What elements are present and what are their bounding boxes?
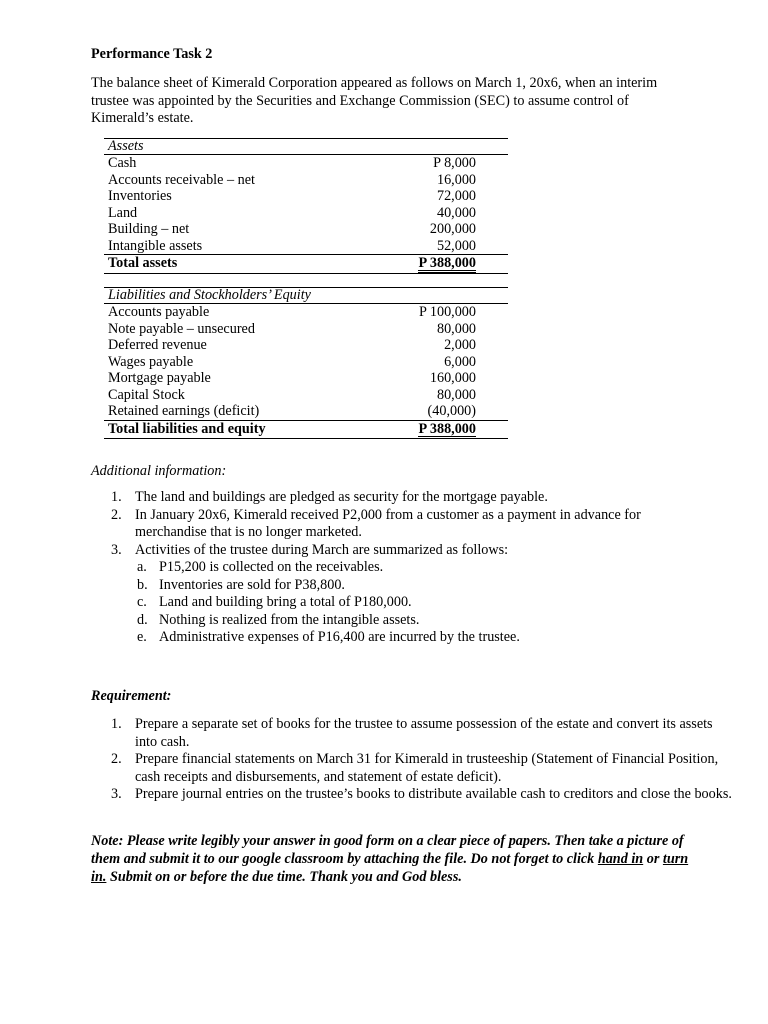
item-number: 1.: [111, 489, 122, 505]
additional-info-heading: Additional information:: [91, 463, 227, 479]
table-row: [104, 205, 508, 222]
row-label: Retained earnings (deficit): [108, 403, 260, 419]
row-amount: 16,000: [436, 171, 476, 188]
item-text: Nothing is realized from the intangible assets.: [159, 611, 420, 628]
item-letter: a.: [137, 559, 147, 575]
row-label: Deferred revenue: [108, 337, 207, 353]
table-row: [104, 238, 508, 256]
page-title: Performance Task 2: [91, 46, 213, 62]
note-text: or: [643, 851, 663, 867]
row-label: Accounts payable: [108, 304, 210, 320]
list-item: [111, 489, 695, 507]
row-amount: 200,000: [429, 221, 476, 237]
list-item: [111, 716, 735, 751]
item-text: Prepare financial statements on March 31 for Kimerald in trusteeship (Statement of Financial Position, cash receipts and disbursements, and statement of estate deficit).: [135, 751, 719, 785]
additional-info-list: [91, 489, 695, 647]
table-row: [104, 321, 508, 338]
row-label: Capital Stock: [108, 386, 185, 403]
row-label: Accounts receivable – net: [108, 171, 255, 188]
item-letter: c.: [137, 594, 147, 610]
row-amount: (40,000): [427, 403, 476, 419]
note-text: Note: Please write legibly your answer in good form on a clear piece of papers. Then take a picture of them and submit it to our google classroom by attaching the file. Do not forget to click: [91, 833, 684, 867]
item-number: 3.: [111, 786, 122, 802]
table-row: [104, 155, 508, 172]
list-item: [137, 629, 695, 647]
item-text: The land and buildings are pledged as security for the mortgage payable.: [135, 489, 548, 505]
row-amount: 80,000: [436, 386, 476, 403]
row-label: Intangible assets: [108, 237, 203, 254]
list-item: [111, 541, 695, 647]
item-letter: e.: [137, 629, 147, 645]
intro-paragraph: The balance sheet of Kimerald Corporation appeared as follows on March 1, 20x6, when an interim trustee was appointed by the Securities and Exchange Commission (SEC) to assume control of Kimerald’s estate.: [91, 75, 658, 126]
liabilities-total-row: [104, 421, 508, 438]
submission-note: [91, 832, 691, 886]
requirement-heading: Requirement:: [91, 688, 172, 704]
note-text: Submit on or before the due time. Thank you and God bless.: [106, 869, 462, 885]
hand-in-text: hand in: [597, 851, 644, 867]
row-amount: 72,000: [436, 188, 476, 204]
assets-table: [104, 138, 508, 274]
row-label: Note payable – unsecured: [108, 320, 255, 337]
item-text: In January 20x6, Kimerald received P2,000 from a customer as a payment in advance for merchandise that is no longer marketed.: [135, 506, 641, 540]
row-amount: 6,000: [444, 353, 476, 370]
row-label: Cash: [108, 155, 137, 171]
row-label: Building – net: [108, 221, 190, 237]
row-amount: 80,000: [436, 320, 476, 337]
row-label: Inventories: [108, 188, 172, 204]
list-item: [111, 786, 735, 804]
requirement-list: [91, 716, 735, 804]
table-row: [104, 221, 508, 238]
list-item: [137, 559, 695, 577]
item-text: Activities of the trustee during March are summarized as follows:: [135, 541, 509, 558]
liabilities-heading: Liabilities and Stockholders’ Equity: [104, 288, 508, 304]
table-row: [104, 172, 508, 189]
list-item: [111, 751, 735, 786]
row-amount: 2,000: [444, 337, 476, 353]
table-row: [104, 188, 508, 205]
assets-heading: Assets: [104, 139, 508, 155]
list-item: [137, 611, 695, 630]
item-letter: b.: [137, 576, 148, 593]
total-amount: P 388,000: [418, 420, 476, 437]
row-amount: 160,000: [429, 370, 476, 386]
table-row: [104, 337, 508, 354]
total-label: Total liabilities and equity: [108, 420, 266, 437]
trustee-activities-list: [135, 559, 695, 647]
item-number: 2.: [111, 506, 122, 523]
item-text: Administrative expenses of P16,400 are incurred by the trustee.: [159, 629, 520, 645]
row-amount: P 8,000: [433, 155, 476, 171]
item-text: P15,200 is collected on the receivables.: [159, 559, 384, 575]
list-item: [111, 506, 695, 542]
item-text: Land and building bring a total of P180,000.: [159, 594, 412, 610]
turn-in-text: turn in.: [91, 851, 689, 885]
item-text: Prepare a separate set of books for the trustee to assume possession of the estate and convert its assets into cash.: [135, 716, 713, 750]
row-amount: 40,000: [436, 204, 476, 221]
table-row: [104, 403, 508, 421]
item-number: 2.: [111, 751, 122, 767]
total-label: Total assets: [108, 255, 178, 271]
table-row: [104, 370, 508, 387]
assets-total-row: [104, 255, 508, 272]
row-label: Land: [108, 204, 138, 221]
row-label: Mortgage payable: [108, 370, 211, 386]
item-text: Inventories are sold for P38,800.: [159, 576, 345, 593]
item-number: 3.: [111, 541, 122, 558]
table-row: [104, 387, 508, 404]
total-amount: P 388,000: [418, 255, 476, 271]
list-item: [137, 576, 695, 595]
table-row: [104, 354, 508, 371]
item-number: 1.: [111, 716, 122, 732]
row-amount: 52,000: [436, 237, 476, 254]
row-label: Wages payable: [108, 353, 194, 370]
list-item: [137, 594, 695, 612]
liabilities-table: [104, 287, 508, 439]
item-text: Prepare journal entries on the trustee’s books to distribute available cash to creditors and close the books.: [135, 786, 732, 802]
row-amount: P 100,000: [418, 304, 476, 320]
item-letter: d.: [137, 611, 148, 628]
table-row: [104, 304, 508, 321]
